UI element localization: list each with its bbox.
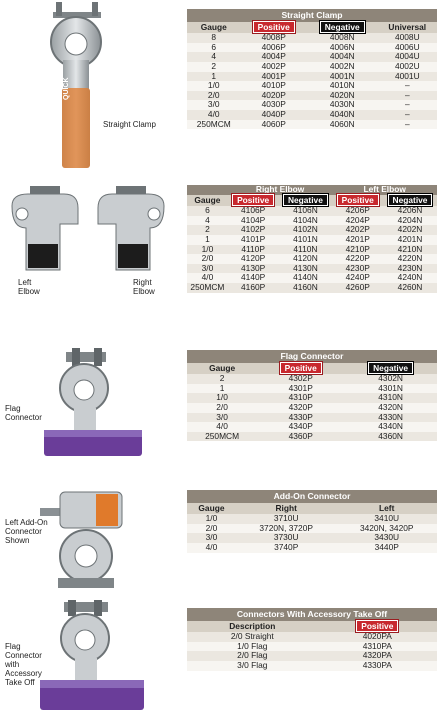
table-cell: 4008N [307,33,378,43]
table-cell: 3/0 [187,100,241,110]
elbow-rows [187,206,437,292]
table-title: Flag Connector [187,350,437,363]
table-cell: 4030P [241,100,307,110]
negative-badge: Negative [368,362,413,374]
table-cell: 4060P [241,120,307,130]
table-cell: 4002U [378,62,437,72]
table-cell: 3/0 [187,413,257,423]
table-row [187,91,437,101]
table-title: Connectors With Accessory Take Off [187,608,437,621]
table-cell: 2/0 [187,91,241,101]
addon-connector-rows [187,514,437,552]
table-cell: 4206N [383,206,437,216]
table-row [187,661,437,671]
table-cell: 4/0 [187,110,241,120]
elbow-table [187,185,437,293]
straight-clamp-caption: Straight Clamp [103,120,156,129]
table-cell: 4220P [332,254,383,264]
table-cell: 4330N [344,413,437,423]
table-cell: 4008U [378,33,437,43]
table-cell: – [378,110,437,120]
col-header-gauge: Gauge [187,363,257,375]
table-cell: 6 [187,206,228,216]
addon-connector-photo [40,482,150,597]
col-header-right: Right [236,503,337,515]
table-row [187,81,437,91]
table-cell: 4340P [257,422,344,432]
straight-clamp-photo [38,0,148,170]
table-cell: 4330PA [318,661,437,671]
table-cell: 4310P [257,393,344,403]
table-cell: 3720N, 3720P [236,524,337,534]
table-cell: 1 [187,235,228,245]
table-header-row [187,503,437,515]
table-cell: 3420N, 3420P [336,524,437,534]
table-cell: 4002N [307,62,378,72]
right-elbow-caption: Right Elbow [133,278,155,296]
table-cell: 3410U [336,514,437,524]
addon-connector-section [0,480,446,598]
table-cell: 1/0 [187,393,257,403]
table-row [187,642,437,652]
col-header-left: Left [336,503,437,515]
table-cell: 1/0 [187,81,241,91]
table-cell: 4010P [241,81,307,91]
table-cell: 4210N [383,245,437,255]
table-cell: – [378,100,437,110]
table-cell: 4106P [228,206,279,216]
table-cell: 4106N [278,206,332,216]
table-cell: 4001U [378,72,437,82]
table-cell: 4202P [332,225,383,235]
table-cell: 2 [187,225,228,235]
table-cell: 4 [187,52,241,62]
addon-connector-table [187,490,437,553]
table-cell: 4260N [383,283,437,293]
right-elbow-photo [90,184,170,274]
table-cell: 4001N [307,72,378,82]
table-cell: 2 [187,62,241,72]
table-cell: 3710U [236,514,337,524]
table-row [187,100,437,110]
table-cell: 3740P [236,543,337,553]
table-cell: 4230P [332,264,383,274]
table-cell: 4006N [307,43,378,53]
accessory-section [0,598,446,723]
table-cell: 4 [187,216,228,226]
table-row [187,120,437,130]
left-elbow-caption: Left Elbow [18,278,40,296]
table-cell: 4201N [383,235,437,245]
flag-connector-section [0,340,446,480]
table-cell: – [378,81,437,91]
table-cell: 4008P [241,33,307,43]
table-cell: 4330P [257,413,344,423]
straight-clamp-rows [187,33,437,129]
table-cell: 4302P [257,374,344,384]
table-row [187,651,437,661]
table-cell: 4240N [383,273,437,283]
positive-badge: Positive [280,362,322,374]
table-row [187,533,437,543]
table-cell: 4340N [344,422,437,432]
table-cell: 3/0 [187,264,228,274]
positive-badge: Positive [232,194,274,206]
table-cell: 4101N [278,235,332,245]
table-row [187,543,437,553]
flag-connector-caption: Flag Connector [5,404,42,422]
table-title: Straight Clamp [187,9,437,22]
positive-badge: Positive [253,21,295,33]
table-cell: 4204P [332,216,383,226]
table-cell: 4130P [228,264,279,274]
table-cell: 4204N [383,216,437,226]
table-cell: 3/0 Flag [187,661,318,671]
table-cell: 4240P [332,273,383,283]
table-cell: 4230N [383,264,437,274]
table-cell: 250MCM [187,283,228,293]
elbow-section [0,170,446,340]
table-cell: 3430U [336,533,437,543]
table-cell: 4260P [332,283,383,293]
table-cell: 4310PA [318,642,437,652]
table-cell: 4220N [383,254,437,264]
flag-connector-photo [44,348,144,478]
table-cell: 4110N [278,245,332,255]
straight-clamp-brand-label: QUICK [63,77,70,100]
negative-badge: Negative [320,21,365,33]
negative-badge: Negative [283,194,328,206]
table-cell: 1 [187,384,257,394]
table-cell: 4/0 [187,543,236,553]
positive-badge: Positive [337,194,379,206]
table-cell: 2 [187,374,257,384]
table-cell: 4301P [257,384,344,394]
table-cell: 4320P [257,403,344,413]
negative-badge: Negative [388,194,433,206]
table-cell: 4020PA [318,632,437,642]
straight-clamp-section [0,0,446,170]
table-cell: 1/0 [187,245,228,255]
table-cell: 4360P [257,432,344,442]
col-header-gauge: Gauge [187,195,228,207]
table-cell: 4006U [378,43,437,53]
table-cell: 250MCM [187,432,257,442]
table-title: Add-On Connector [187,490,437,503]
table-header-row [187,621,437,633]
table-cell: 2/0 Straight [187,632,318,642]
table-row [187,283,437,293]
table-cell: 4320N [344,403,437,413]
straight-clamp-table [187,9,437,129]
col-header-gauge: Gauge [187,503,236,515]
table-row [187,524,437,534]
table-cell: 4301N [344,384,437,394]
accessory-caption: Flag Connector with Accessory Take Off [5,642,42,687]
table-cell: 3730U [236,533,337,543]
table-cell: 4302N [344,374,437,384]
group-left-elbow: Left Elbow [332,185,437,195]
table-cell: – [378,91,437,101]
table-cell: 4040P [241,110,307,120]
table-cell: 4140P [228,273,279,283]
table-cell: 4020N [307,91,378,101]
table-cell: 1/0 [187,514,236,524]
table-cell: 4160P [228,283,279,293]
table-cell: 4002P [241,62,307,72]
table-cell: 4004N [307,52,378,62]
table-cell: 4206P [332,206,383,216]
table-cell: 4060N [307,120,378,130]
table-cell: 2/0 [187,254,228,264]
table-cell: 4104P [228,216,279,226]
table-cell: 4040N [307,110,378,120]
table-cell: 2/0 [187,403,257,413]
flag-connector-table [187,350,437,441]
addon-connector-caption: Left Add-On Connector Shown [5,518,48,545]
table-cell: 8 [187,33,241,43]
col-header-description: Description [187,621,318,633]
table-row [187,72,437,82]
left-elbow-photo [6,184,86,274]
table-cell: 4102N [278,225,332,235]
accessory-rows [187,632,437,670]
group-right-elbow: Right Elbow [228,185,333,195]
col-header-gauge: Gauge [187,22,241,34]
table-cell: 4110P [228,245,279,255]
table-cell: 4004P [241,52,307,62]
table-cell: 4360N [344,432,437,442]
table-cell: 4004U [378,52,437,62]
flag-connector-rows [187,374,437,441]
table-cell: 4201P [332,235,383,245]
table-cell: 4101P [228,235,279,245]
table-cell: 4010N [307,81,378,91]
table-cell: 4130N [278,264,332,274]
table-row [187,632,437,642]
table-cell: 4310N [344,393,437,403]
table-cell: 6 [187,43,241,53]
table-cell: 3440P [336,543,437,553]
table-cell: 3/0 [187,533,236,543]
table-cell: 2/0 [187,524,236,534]
table-cell: 4120N [278,254,332,264]
col-header-universal: Universal [378,22,437,34]
table-cell: 4160N [278,283,332,293]
table-cell: 4202N [383,225,437,235]
table-cell: 4140N [278,273,332,283]
table-cell: 4/0 [187,273,228,283]
table-row [187,432,437,442]
table-cell: – [378,120,437,130]
table-cell: 4020P [241,91,307,101]
table-cell: 4001P [241,72,307,82]
table-cell: 1 [187,72,241,82]
table-cell: 4102P [228,225,279,235]
table-cell: 4/0 [187,422,257,432]
table-cell: 250MCM [187,120,241,130]
table-cell: 4320PA [318,651,437,661]
table-cell: 4210P [332,245,383,255]
table-cell: 1/0 Flag [187,642,318,652]
accessory-table [187,608,437,671]
table-cell: 4006P [241,43,307,53]
table-cell: 4104N [278,216,332,226]
table-cell: 4030N [307,100,378,110]
table-cell: 4120P [228,254,279,264]
table-cell: 2/0 Flag [187,651,318,661]
positive-badge: Positive [356,620,398,632]
